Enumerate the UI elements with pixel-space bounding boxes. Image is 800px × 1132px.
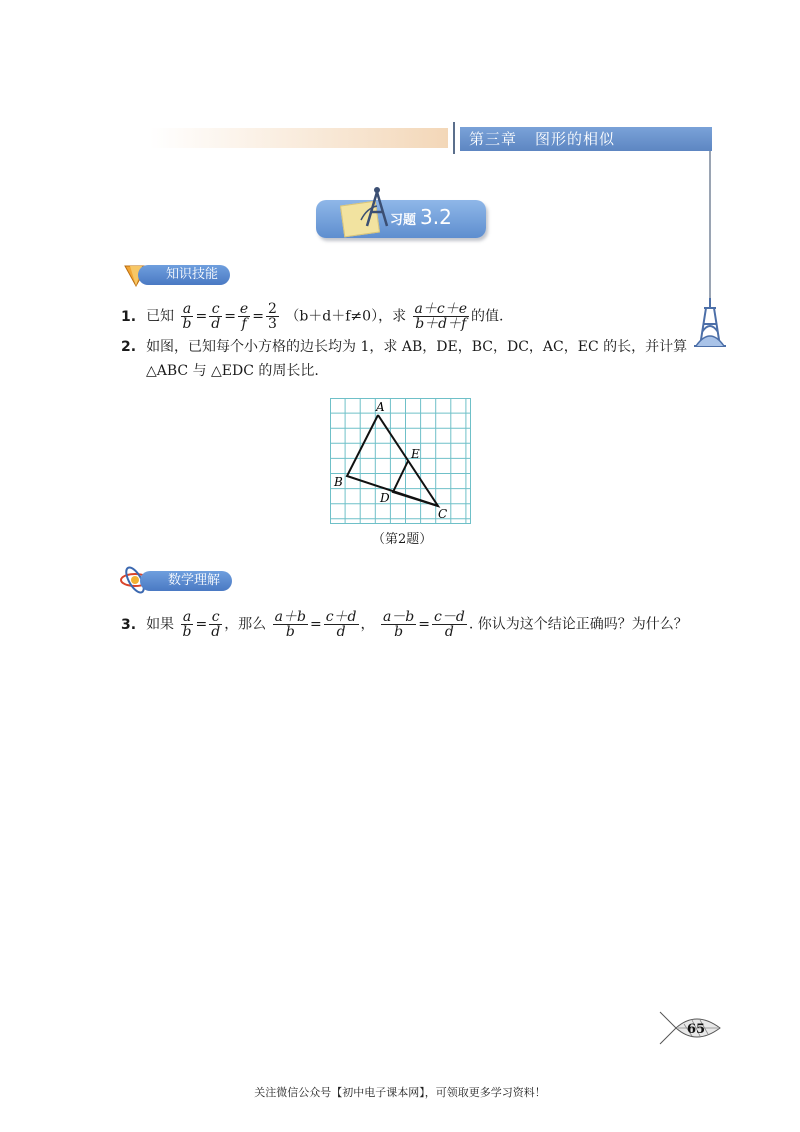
q1-suffix: 的值.: [471, 308, 504, 325]
q1-ask: ，求: [378, 308, 407, 325]
chapter-label: 第三章: [469, 130, 518, 148]
q3-mid: ，那么: [224, 616, 267, 633]
question-2-line-2: △ABC 与 △EDC 的周长比.: [146, 363, 319, 379]
q1-prefix: 已知: [146, 308, 175, 325]
chapter-header: [460, 127, 712, 151]
question-3: 3. 如果 $\frac{a}{b}$ = $\frac{c}{d}$ ，那么 $\frac{a+b}{b}$ = $\frac{c+d}{d}$ ， $\frac{a-b}{b}$ = $\frac{c-d}{d}$ . 你认为这个结论正确吗？为什么？: [121, 609, 688, 640]
question-number: 2.: [121, 339, 137, 355]
fraction: $\frac{c}{d}$: [211, 301, 221, 332]
chapter-title: 图形的相似: [535, 130, 616, 148]
section-understanding-tag: 数学理解: [140, 571, 232, 591]
exercise-number: 3.2: [420, 205, 452, 229]
label-b: B: [334, 475, 343, 489]
grid-triangle-figure: [330, 398, 472, 524]
exercise-title: [390, 205, 452, 229]
fraction: $\frac{a}{b}$: [182, 301, 192, 332]
fraction: $\frac{c+d}{d}$: [325, 609, 357, 640]
exercise-label: 习题: [390, 213, 417, 228]
margin-line: [709, 151, 711, 299]
question-number: 3.: [121, 616, 137, 633]
fraction: $\frac{a+b}{b}$: [274, 609, 306, 640]
page-number: 65: [687, 1022, 706, 1037]
label-d: D: [380, 491, 390, 505]
section-knowledge-tag: 知识技能: [138, 265, 230, 285]
question-1: 1. 已知 $\frac{a}{b}$ = $\frac{c}{d}$ = $\frac{e}{f}$ = $\frac{2}{3}$ （b＋d＋f≠0），求 $\frac{a+c+e}{b+d+f}$ 的值.: [121, 301, 504, 332]
q3-comma: ，: [360, 616, 375, 633]
figure-caption: （第2题）: [372, 532, 433, 547]
compass-icon: [355, 182, 395, 232]
fraction: $\frac{e}{f}$: [239, 301, 249, 332]
header-separator: [453, 122, 455, 154]
page-number-emblem: [658, 1006, 724, 1050]
q3-prefix: 如果: [146, 616, 175, 633]
fraction: $\frac{c-d}{d}$: [434, 609, 465, 640]
footer-note: 关注微信公众号【初中电子课本网】，可领取更多学习资料！: [254, 1086, 546, 1099]
label-e: E: [411, 447, 420, 461]
fraction: $\frac{c}{d}$: [211, 609, 221, 640]
fraction: $\frac{a+c+e}{b+d+f}$: [414, 301, 468, 332]
q2-line-1: 如图，已知每个小方格的边长均为 1，求 AB，DE，BC，DC，AC，EC 的长，并计算: [146, 339, 688, 355]
tower-icon: [690, 296, 730, 348]
fraction: $\frac{a}{b}$: [182, 609, 192, 640]
label-a: A: [376, 400, 385, 414]
q1-condition: （b＋d＋f≠0）: [285, 308, 379, 325]
fraction: $\frac{2}{3}$: [267, 301, 277, 332]
header-decoration: [150, 128, 448, 148]
q3-suffix: . 你认为这个结论正确吗？为什么？: [468, 616, 688, 633]
fraction: $\frac{a-b}{b}$: [382, 609, 415, 640]
question-2: [121, 337, 687, 357]
question-number: 1.: [121, 308, 137, 325]
label-c: C: [438, 507, 448, 521]
